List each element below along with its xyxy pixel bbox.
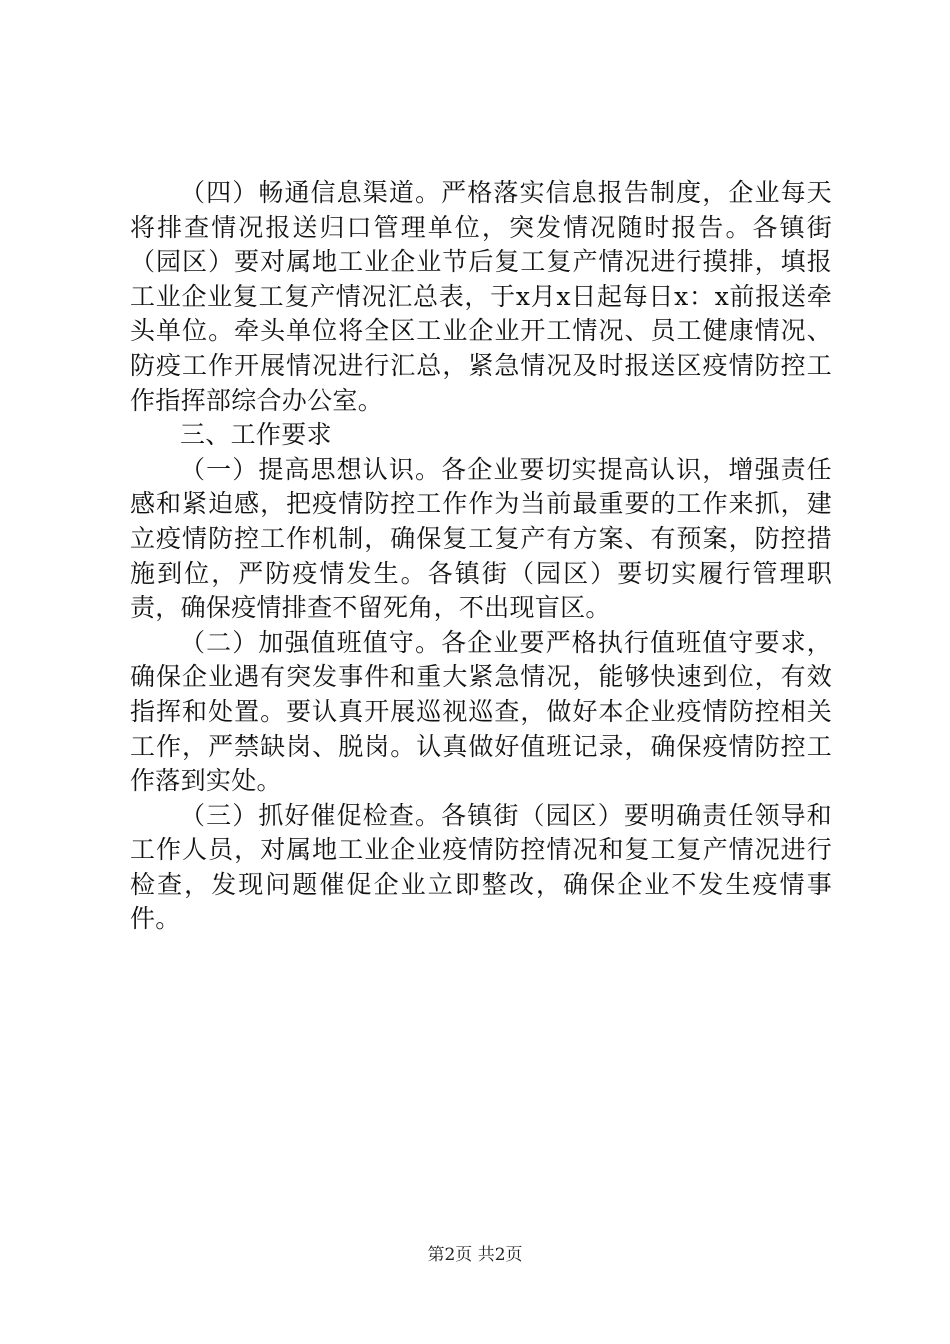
document-body <box>130 176 832 937</box>
paragraph-info-channels: （四）畅通信息渠道。严格落实信息报告制度，企业每天将排查情况报送归口管理单位，突发情况随时报告。各镇街（园区）要对属地工业企业节后复工复产情况进行摸排，填报工业企业复工复产情况汇总表，于x月x日起每日x：x前报送牵头单位。牵头单位将全区工业企业开工情况、员工健康情况、防疫工作开展情况进行汇总，紧急情况及时报送区疫情防控工作指挥部综合办公室。 <box>130 178 832 415</box>
section-heading-work-requirements: 三、工作要求 <box>180 420 332 450</box>
page-number-footer: 第2页 共2页 <box>427 1245 523 1265</box>
paragraph-supervision-checks: （三）抓好催促检查。各镇街（园区）要明确责任领导和工作人员，对属地工业企业疫情防控情况和复工复产情况进行检查，发现问题催促企业立即整改，确保企业不发生疫情事件。 <box>130 800 832 934</box>
paragraph-duty-shifts: （二）加强值班值守。各企业要严格执行值班值守要求，确保企业遇有突发事件和重大紧急情况，能够快速到位，有效指挥和处置。要认真开展巡视巡查，做好本企业疫情防控相关工作，严禁缺岗、脱岗。认真做好值班记录，确保疫情防控工作落到实处。 <box>130 627 832 796</box>
paragraph-raise-awareness: （一）提高思想认识。各企业要切实提高认识，增强责任感和紧迫感，把疫情防控工作作为当前最重要的工作来抓，建立疫情防控工作机制，确保复工复产有方案、有预案，防控措施到位，严防疫情发生。各镇街（园区）要切实履行管理职责，确保疫情排查不留死角，不出现盲区。 <box>130 454 832 623</box>
